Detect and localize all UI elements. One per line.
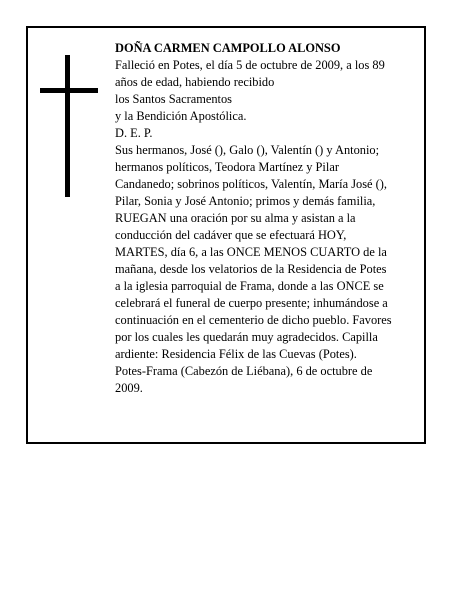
deceased-name: DOÑA CARMEN CAMPOLLO ALONSO <box>115 41 341 55</box>
notice-line: Falleció en Potes, el día 5 de octubre de 2009, a los 89 <box>115 58 385 72</box>
notice-line: 2009. <box>115 381 143 395</box>
notice-line: mañana, desde los velatorios de la Residencia de Potes <box>115 262 387 276</box>
notice-line: D. E. P. <box>115 126 153 140</box>
obituary-notice <box>26 26 426 444</box>
cross-icon <box>40 55 98 197</box>
notice-line: RUEGAN una oración por su alma y asistan a la <box>115 211 356 225</box>
notice-line: a la iglesia parroquial de Frama, donde a las ONCE se <box>115 279 384 293</box>
notice-line: Potes-Frama (Cabezón de Liébana), 6 de octubre de <box>115 364 373 378</box>
cross-horizontal-bar <box>40 88 98 93</box>
notice-line: Sus hermanos, José (), Galo (), Valentín () y Antonio; <box>115 143 380 157</box>
notice-line: hermanos políticos, Teodora Martínez y Pilar <box>115 160 339 174</box>
notice-line: continuación en el cementerio de dicho pueblo. Favores <box>115 313 392 327</box>
notice-line: celebrará el funeral de cuerpo presente; inhumándose a <box>115 296 388 310</box>
notice-line: y la Bendición Apostólica. <box>115 109 247 123</box>
notice-line: Pilar, Sonia y José Antonio; primos y demás familia, <box>115 194 376 208</box>
notice-line: los Santos Sacramentos <box>115 92 233 106</box>
cross-vertical-bar <box>65 55 70 197</box>
notice-line: ardiente: Residencia Félix de las Cuevas (Potes). <box>115 347 357 361</box>
notice-line: por los cuales les quedarán muy agradecidos. Capilla <box>115 330 378 344</box>
notice-line: Candanedo; sobrinos políticos, Valentín, María José (), <box>115 177 387 191</box>
notice-line: conducción del cadáver que se efectuará HOY, <box>115 228 347 242</box>
notice-line: MARTES, día 6, a las ONCE MENOS CUARTO de la <box>115 245 387 259</box>
notice-text <box>115 40 419 397</box>
notice-line: años de edad, habiendo recibido <box>115 75 275 89</box>
